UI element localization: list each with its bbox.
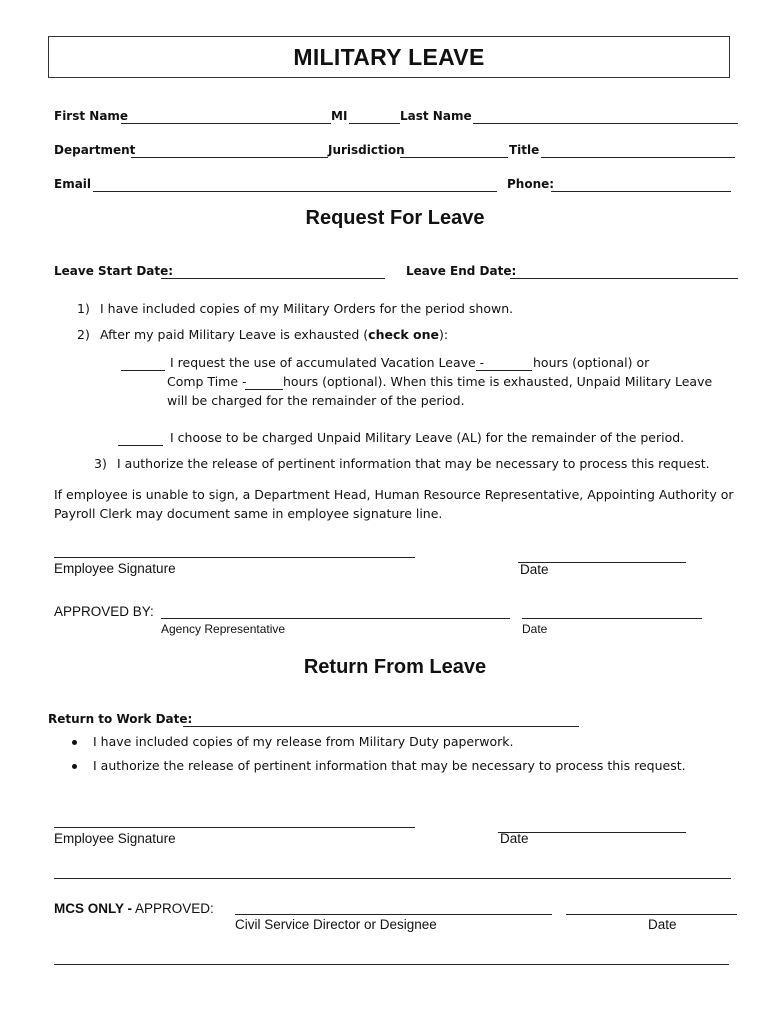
option-a-line1-end: hours (optional) or xyxy=(533,355,650,370)
director-signature-field[interactable] xyxy=(235,914,552,915)
phone-label: Phone: xyxy=(507,177,555,191)
item2-text: After my paid Military Leave is exhausted (check one): xyxy=(100,327,449,342)
option-b-text: I choose to be charged Unpaid Military Leave (AL) for the remainder of the period. xyxy=(170,430,685,445)
first-name-field[interactable] xyxy=(121,123,331,124)
agency-rep-label: Agency Representative xyxy=(161,622,286,636)
approved-by-label: APPROVED BY: xyxy=(54,604,154,619)
form-title-box xyxy=(48,36,730,78)
bottom-divider-line xyxy=(54,964,729,965)
bullet-dot xyxy=(72,764,77,769)
leave-start-field[interactable] xyxy=(161,278,385,279)
return-signature-field[interactable] xyxy=(54,827,415,828)
employee-signature-label: Employee Signature xyxy=(54,561,176,576)
title-field[interactable] xyxy=(541,157,735,158)
signature-date-label: Date xyxy=(520,562,549,577)
jurisdiction-label: Jurisdiction xyxy=(328,143,405,157)
form-title: MILITARY LEAVE xyxy=(293,43,485,70)
employee-signature-field[interactable] xyxy=(54,557,415,558)
phone-field[interactable] xyxy=(551,191,731,192)
return-date-label: Return to Work Date: xyxy=(48,712,193,726)
return-date-field[interactable] xyxy=(183,726,579,727)
last-name-field[interactable] xyxy=(473,123,738,124)
item1-number: 1) xyxy=(77,301,90,316)
bullet-dot xyxy=(72,740,77,745)
email-field[interactable] xyxy=(93,191,497,192)
vacation-hours-field[interactable] xyxy=(476,370,532,371)
leave-end-field[interactable] xyxy=(510,278,738,279)
item1-text: I have included copies of my Military Orders for the period shown. xyxy=(100,301,514,316)
item3-text: I authorize the release of pertinent information that may be necessary to process this request. xyxy=(117,456,710,471)
option-a-line1: I request the use of accumulated Vacation Leave - xyxy=(170,355,485,370)
request-heading: Request For Leave xyxy=(305,207,485,229)
mcs-approved-label: MCS ONLY - APPROVED: xyxy=(54,901,214,916)
divider-line xyxy=(54,878,731,879)
note-line1: If employee is unable to sign, a Department Head, Human Resource Representative, Appointing Authority or xyxy=(54,487,734,502)
item3-number: 3) xyxy=(94,456,107,471)
option-b-check-field[interactable] xyxy=(118,445,163,446)
agency-date-label: Date xyxy=(522,622,548,636)
department-field[interactable] xyxy=(131,157,328,158)
mi-field[interactable] xyxy=(349,123,400,124)
note-line2: Payroll Clerk may document same in employee signature line. xyxy=(54,506,443,521)
return-signature-label: Employee Signature xyxy=(54,831,176,846)
agency-rep-field[interactable] xyxy=(161,618,510,619)
comp-hours-field[interactable] xyxy=(245,389,283,390)
option-a-line2-pre: Comp Time - xyxy=(167,374,247,389)
director-label: Civil Service Director or Designee xyxy=(235,917,437,932)
jurisdiction-field[interactable] xyxy=(400,157,508,158)
option-a-line3: will be charged for the remainder of the period. xyxy=(167,393,465,408)
last-name-label: Last Name xyxy=(400,109,472,123)
return-bullet1: I have included copies of my release from Military Duty paperwork. xyxy=(93,734,514,749)
item2-number: 2) xyxy=(77,327,90,342)
mcs-date-label: Date xyxy=(648,917,677,932)
title-label: Title xyxy=(509,143,540,157)
first-name-label: First Name xyxy=(54,109,129,123)
option-a-check-field[interactable] xyxy=(121,370,165,371)
return-bullet2: I authorize the release of pertinent information that may be necessary to process this request. xyxy=(93,758,686,773)
agency-date-field[interactable] xyxy=(522,618,702,619)
mcs-date-field[interactable] xyxy=(566,914,737,915)
leave-end-label: Leave End Date: xyxy=(406,264,517,278)
mi-label: MI xyxy=(331,109,348,123)
leave-start-label: Leave Start Date: xyxy=(54,264,174,278)
department-label: Department xyxy=(54,143,136,157)
option-a-line2-post: hours (optional). When this time is exhausted, Unpaid Military Leave xyxy=(283,374,713,389)
email-label: Email xyxy=(54,177,92,191)
return-heading: Return From Leave xyxy=(303,656,487,678)
return-date-sign-label: Date xyxy=(500,831,529,846)
